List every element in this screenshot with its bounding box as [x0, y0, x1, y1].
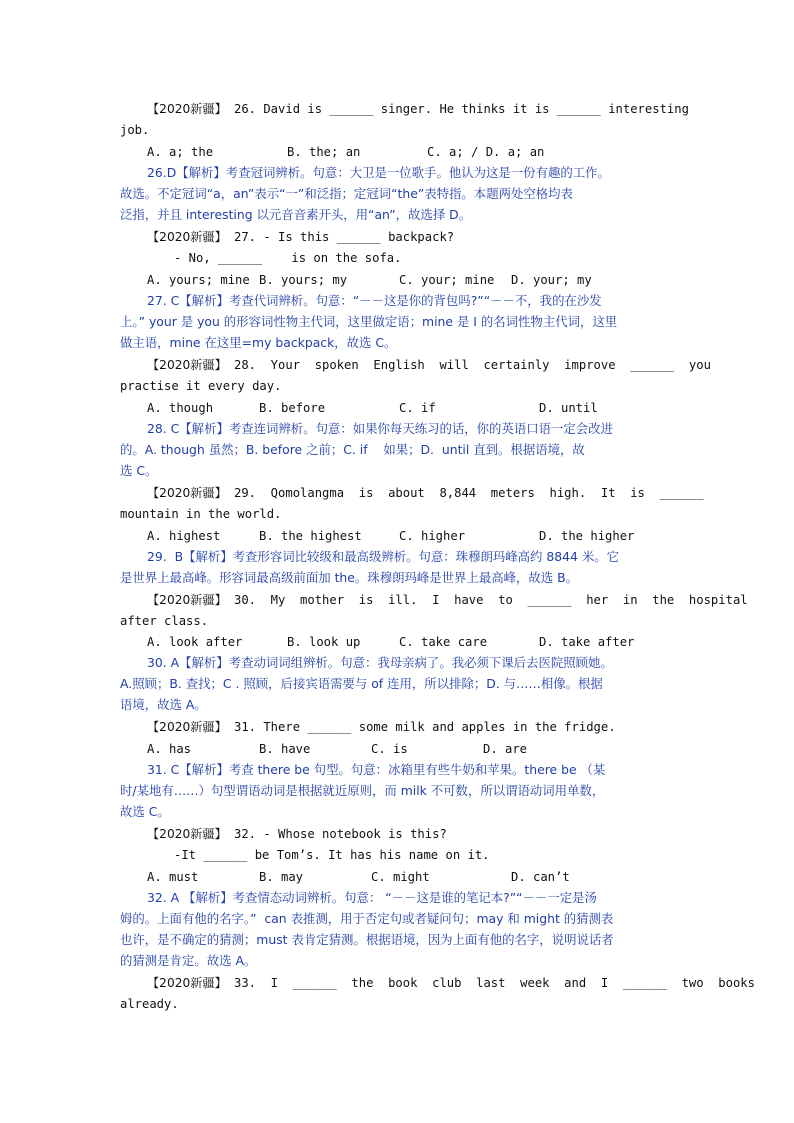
explanation-line: 的。A. though 虽然；B. before 之前；C. if 如果；D. until 直到。根据语境，故 — [120, 442, 585, 457]
question-27-stem-cont — [0, 248, 794, 268]
option-a: A. yours; mine — [147, 273, 250, 287]
question-29-stem — [0, 483, 794, 503]
option-c: C. might — [371, 870, 430, 884]
question-33-stem-cont — [0, 994, 794, 1014]
explanation-line: 上。” your 是 you 的形容词性物主代词，这里做定语；mine 是 I 的名词性物主代词，这里 — [120, 314, 618, 329]
option-b: B. may — [259, 870, 304, 884]
question-28-options — [0, 398, 794, 418]
stem-text: -It ______ be Tom’s. It has his name on it. — [174, 848, 490, 862]
question-26-explanation — [0, 163, 794, 183]
stem-text: after class. — [120, 614, 209, 628]
question-28-explanation — [0, 419, 794, 439]
question-32-explanation-cont — [0, 909, 794, 929]
question-29-stem-cont — [0, 504, 794, 524]
explanation-line: 时/某地有……）句型谓语动词是根据就近原则，而 milk 不可数，所以谓语动词用单数， — [120, 783, 605, 798]
question-31-explanation — [0, 760, 794, 780]
question-26-stem-cont — [0, 120, 794, 140]
question-30-explanation-cont — [0, 695, 794, 715]
option-d: D. can’t — [511, 870, 570, 884]
source-tag: 【2020新疆】 — [147, 102, 227, 116]
explanation-line: 姆的。上面有他的名字。” can 表推测，用于否定句或者疑问句；may 和 might 的猜测表 — [120, 911, 614, 926]
option-a: A. a; the — [147, 145, 214, 159]
question-26-stem — [0, 99, 794, 119]
explanation-line: 32. A 【解析】考查情态动词辨析。句意： “－－这是谁的笔记本?”“－－一定是汤 — [147, 890, 597, 905]
question-30-stem-cont — [0, 611, 794, 631]
question-28-explanation-cont — [0, 461, 794, 481]
explanation-line: 故选。不定冠词“a，an”表示“一”和泛指；定冠词“the”表特指。本题两处空格均表 — [120, 186, 573, 201]
explanation-line: A.照顾；B. 查找；C . 照顾，后接宾语需要与 of 连用，所以排除；D. 与……相像。根据 — [120, 676, 603, 691]
stem-text: 26. David is ______ singer. He thinks it is ______ interesting — [234, 102, 689, 116]
explanation-line: 故选 C。 — [120, 804, 170, 819]
option-b: B. the highest — [259, 529, 362, 543]
option-d: D. the higher — [539, 529, 635, 543]
question-31-stem — [0, 717, 794, 737]
option-a: A. though — [147, 401, 214, 415]
option-cd: C. a; / D. a; an — [427, 145, 545, 159]
explanation-line: 语境，故选 A。 — [120, 697, 207, 712]
option-a: A. must — [147, 870, 199, 884]
option-b: B. the; an — [287, 145, 361, 159]
source-tag: 【2020新疆】 — [147, 593, 227, 607]
option-d: D. until — [539, 401, 598, 415]
option-c: C. take care — [399, 635, 488, 649]
stem-text: 27. - Is this ______ backpack? — [234, 230, 455, 244]
option-b: B. look up — [287, 635, 361, 649]
question-27-explanation-cont — [0, 333, 794, 353]
stem-text: - No, ______ is on the sofa. — [174, 251, 402, 265]
question-28-explanation-cont — [0, 440, 794, 460]
option-b: B. yours; my — [259, 273, 348, 287]
source-tag: 【2020新疆】 — [147, 827, 227, 841]
question-29-options — [0, 526, 794, 546]
option-c: C. if — [399, 401, 436, 415]
stem-text: 31. There ______ some milk and apples in the fridge. — [234, 720, 616, 734]
explanation-line: 27. C【解析】考查代词辨析。句意：“－－这是你的背包吗?”“－－不，我的在沙发 — [147, 293, 602, 308]
option-c: C. higher — [399, 529, 466, 543]
explanation-line: 做主语，mine 在这里=my backpack，故选 C。 — [120, 335, 397, 350]
question-33-stem — [0, 973, 794, 993]
explanation-line: 26.D【解析】考查冠词辨析。句意：大卫是一位歌手。他认为这是一份有趣的工作。 — [147, 165, 610, 180]
option-a: A. highest — [147, 529, 221, 543]
question-30-explanation-cont — [0, 674, 794, 694]
option-c: C. your; mine — [399, 273, 495, 287]
question-26-options — [0, 142, 794, 162]
stem-text: 28. Your spoken English will certainly improve ______ you — [234, 358, 711, 372]
question-28-stem — [0, 355, 794, 375]
stem-text: 32. - Whose notebook is this? — [234, 827, 447, 841]
stem-text: already. — [120, 997, 179, 1011]
question-31-explanation-cont — [0, 781, 794, 801]
question-26-explanation-cont — [0, 184, 794, 204]
explanation-line: 泛指，并且 interesting 以元音音素开头，用“an”，故选择 D。 — [120, 207, 472, 222]
explanation-line: 28. C【解析】考查连词辨析。句意：如果你每天练习的话，你的英语口语一定会改进 — [147, 421, 613, 436]
source-tag: 【2020新疆】 — [147, 358, 227, 372]
explanation-line: 29. B【解析】考查形容词比较级和最高级辨析。句意：珠穆朗玛峰高约 8844 米。它 — [147, 549, 619, 564]
question-32-explanation-cont — [0, 930, 794, 950]
explanation-line: 30. A【解析】考查动词词组辨析。句意：我母亲病了。我必须下课后去医院照顾她。 — [147, 655, 613, 670]
source-tag: 【2020新疆】 — [147, 720, 227, 734]
question-31-explanation-cont — [0, 802, 794, 822]
explanation-line: 也许，是不确定的猜测；must 表肯定猜测。根据语境，因为上面有他的名字，说明说话者 — [120, 932, 614, 947]
question-26-explanation-cont — [0, 205, 794, 225]
stem-text: job. — [120, 123, 150, 137]
question-32-explanation-cont — [0, 951, 794, 971]
question-32-options — [0, 867, 794, 887]
option-d: D. take after — [539, 635, 635, 649]
explanation-line: 31. C【解析】考查 there be 句型。句意：冰箱里有些牛奶和苹果。there be （某 — [147, 762, 606, 777]
question-32-stem — [0, 824, 794, 844]
option-d: D. your; my — [511, 273, 592, 287]
option-c: C. is — [371, 742, 408, 756]
source-tag: 【2020新疆】 — [147, 486, 227, 500]
question-27-explanation — [0, 291, 794, 311]
question-27-explanation-cont — [0, 312, 794, 332]
question-32-stem-cont — [0, 845, 794, 865]
stem-text: 30. My mother is ill. I have to ______ her in the hospital — [234, 593, 748, 607]
option-a: A. look after — [147, 635, 243, 649]
option-d: D. are — [483, 742, 528, 756]
stem-text: 33. I ______ the book club last week and I ______ two books — [234, 976, 755, 990]
question-32-explanation — [0, 888, 794, 908]
question-27-stem — [0, 227, 794, 247]
question-31-options — [0, 739, 794, 759]
source-tag: 【2020新疆】 — [147, 976, 227, 990]
question-30-options — [0, 632, 794, 652]
explanation-line: 选 C。 — [120, 463, 158, 478]
question-30-stem — [0, 590, 794, 610]
option-a: A. has — [147, 742, 192, 756]
question-30-explanation — [0, 653, 794, 673]
question-29-explanation-cont — [0, 568, 794, 588]
question-28-stem-cont — [0, 376, 794, 396]
explanation-line: 的猜测是肯定。故选 A。 — [120, 953, 257, 968]
question-29-explanation — [0, 547, 794, 567]
stem-text: practise it every day. — [120, 379, 282, 393]
option-b: B. before — [259, 401, 326, 415]
question-27-options — [0, 270, 794, 290]
source-tag: 【2020新疆】 — [147, 230, 227, 244]
option-b: B. have — [259, 742, 311, 756]
stem-text: mountain in the world. — [120, 507, 282, 521]
explanation-line: 是世界上最高峰。形容词最高级前面加 the。珠穆朗玛峰是世界上最高峰，故选 B。 — [120, 570, 578, 585]
stem-text: 29. Qomolangma is about 8,844 meters high. It is ______ — [234, 486, 704, 500]
